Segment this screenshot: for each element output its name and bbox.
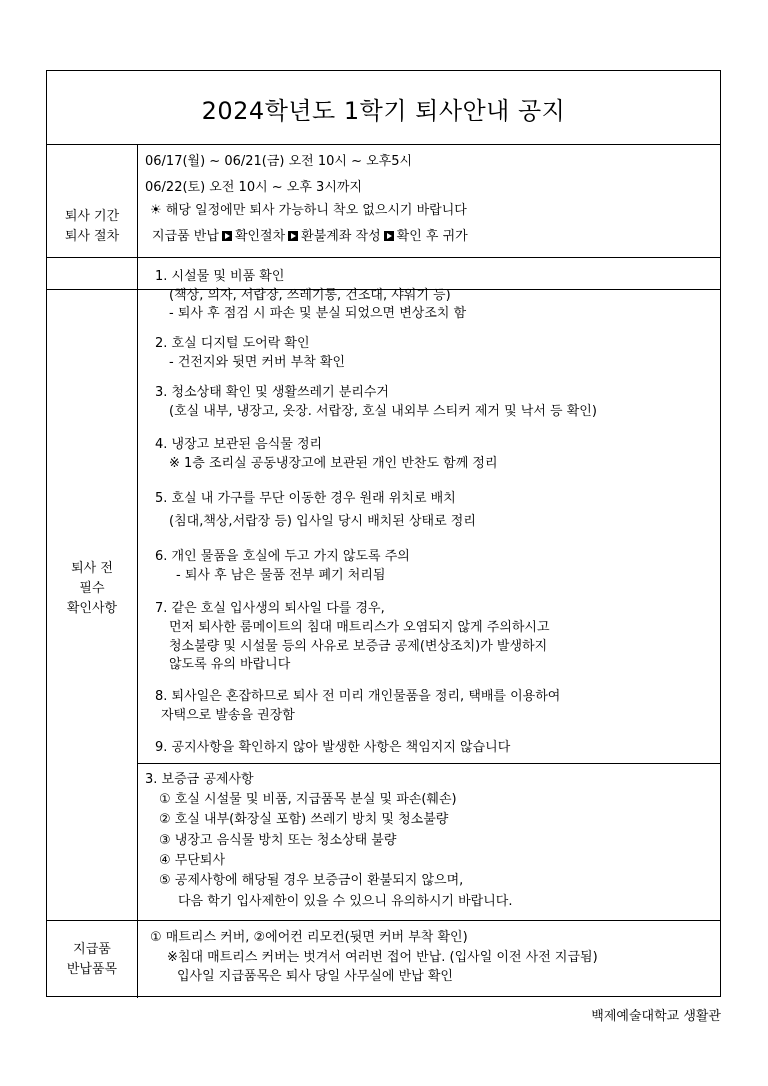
title-row [47,71,720,145]
page-title: 2024학년도 1학기 퇴사안내 공지 [201,96,566,125]
footer-organization: 백제예술대학교 생활관 [591,1009,721,1024]
return-items-line: ① 매트리스 커버, ②에어컨 리모컨(뒷면 커버 부착 확인) [150,930,468,945]
checklist-line: 5. 호실 내 가구를 무단 이동한 경우 원래 위치로 배치 [155,491,456,506]
return-items-line: 입사일 지급품목은 퇴사 당일 사무실에 반납 확인 [177,969,453,984]
period-line-2: 06/22(토) 오전 10시 ~ 오후 3시까지 [145,180,362,195]
period-notice: ☀ 해당 일정에만 퇴사 가능하니 착오 없으시기 바랍니다 [150,203,467,218]
checklist-line: 8. 퇴사일은 혼잡하므로 퇴사 전 미리 개인물품을 정리, 택배를 이용하여 [155,689,561,704]
arrow-right-icon [288,231,298,241]
notice-table [46,70,721,997]
checklist-label-line-1: 퇴사 전 [71,561,113,576]
deposit-heading: 3. 보증금 공제사항 [145,772,254,787]
checklist-line: 청소불량 및 시설물 등의 사유로 보증금 공제(변상조치)가 발생하지 [169,639,548,654]
deposit-line: ④ 무단퇴사 [159,853,226,868]
checklist-line: - 퇴사 후 남은 물품 전부 폐기 처리됨 [176,568,386,583]
checklist-line: 7. 같은 호실 입사생의 퇴사일 다를 경우, [155,601,385,616]
checklist-line: (책상, 의자, 서랍장, 쓰레기통, 건조대, 샤워기 등) [169,288,451,303]
deposit-line: ⑤ 공제사항에 해당될 경우 보증금이 환불되지 않으며, [159,873,464,888]
checklist-row [47,258,720,921]
return-items-content [138,921,720,998]
procedure-step-1: 지급품 반납 [152,229,219,244]
deposit-line: ① 호실 시설물 및 비품, 지급품목 분실 및 파손(훼손) [159,792,457,807]
checklist-line: 않도록 유의 바랍니다 [169,657,291,672]
arrow-right-icon [222,231,232,241]
checklist-line: 먼저 퇴사한 룸메이트의 침대 매트리스가 오염되지 않게 주의하시고 [169,620,550,635]
checklist-line: (침대,책상,서랍장 등) 입사일 당시 배치된 상태로 정리 [169,514,476,529]
checklist-line: 9. 공지사항을 확인하지 않아 발생한 사항은 책임지지 않습니다 [155,740,511,755]
return-items-label-line-1: 지급품 [73,941,111,957]
procedure-label: 퇴사 절차 [47,216,138,257]
checklist-line: - 건전지와 뒷면 커버 부착 확인 [169,355,346,370]
checklist-line: 6. 개인 물품을 호실에 두고 가지 않도록 주의 [155,549,410,564]
checklist-content [138,258,720,920]
checklist-label-line-2: 필수 [79,581,105,596]
checklist-line: (호실 내부, 냉장고, 옷장. 서랍장, 호실 내외부 스티커 제거 및 낙서 등 확인) [169,404,597,419]
checklist-label [47,258,138,920]
checklist-line: ※ 1층 조리실 공동냉장고에 보관된 개인 반찬도 함께 정리 [169,456,498,471]
deposit-separator [138,763,720,764]
return-items-label-line-2: 반납품목 [66,961,118,977]
procedure-content [138,216,720,257]
arrow-right-icon [384,231,394,241]
deposit-line: ③ 냉장고 음식물 방치 또는 청소상태 불량 [159,833,397,848]
deposit-line: 다음 학기 입사제한이 있을 수 있으니 유의하시기 바랍니다. [178,894,513,909]
checklist-line: 1. 시설물 및 비품 확인 [155,269,285,284]
checklist-line: 3. 청소상태 확인 및 생활쓰레기 분리수거 [155,385,389,400]
checklist-line: 자택으로 발송을 권장함 [161,708,295,723]
procedure-steps [152,228,468,245]
deposit-line: ② 호실 내부(화장실 포함) 쓰레기 방치 및 청소불량 [159,812,449,827]
return-items-line: ※침대 매트리스 커버는 벗겨서 여러번 접어 반납. (입사일 이전 사전 지급됨) [167,950,598,965]
checklist-line: - 퇴사 후 점검 시 파손 및 분실 되었으면 변상조치 함 [169,306,467,321]
procedure-step-2: 확인절차 [234,229,286,244]
checklist-line: 4. 냉장고 보관된 음식물 정리 [155,437,323,452]
procedure-step-4: 확인 후 귀가 [396,229,468,244]
return-items-row [47,921,720,998]
checklist-line: 2. 호실 디지털 도어락 확인 [155,336,310,351]
period-line-1: 06/17(월) ~ 06/21(금) 오전 10시 ~ 오후5시 [145,154,413,169]
procedure-step-3: 환불계좌 작성 [301,229,381,244]
procedure-row [47,216,720,258]
period-label: 퇴사 기간 [47,145,138,289]
return-items-label [47,921,138,998]
checklist-label-line-3: 확인사항 [66,601,118,616]
